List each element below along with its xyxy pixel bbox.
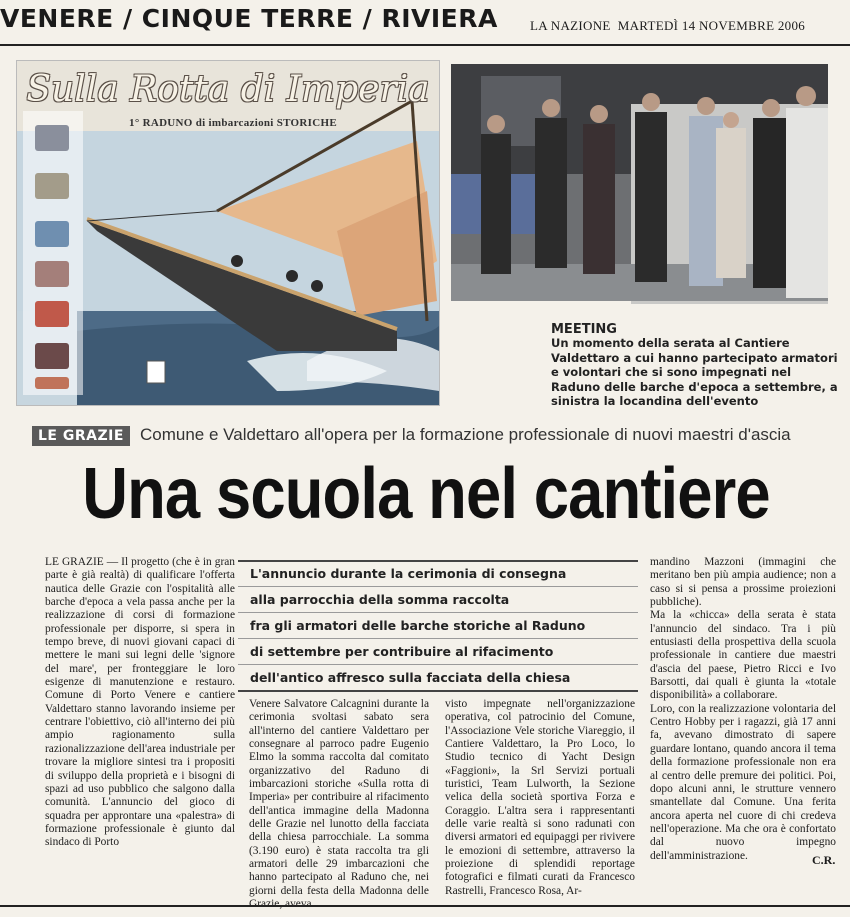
article-column-1 (45, 556, 235, 850)
sponsor-logo (35, 301, 69, 327)
header-rule (0, 44, 850, 46)
poster-subtitle: 1° RADUNO di imbarcazioni STORICHE (129, 117, 337, 129)
headline: Una scuola nel cantiere (82, 454, 770, 534)
pull-quote-rule (238, 586, 638, 587)
pull-quote-line: dell'antico affresco sulla facciata della chiesa (250, 670, 571, 685)
article-paragraph: mandino Mazzoni (immagini che meritano ben più ampia audience; non a caso si si pensa a prossime proiezioni pubbliche). (650, 556, 836, 609)
sponsor-logo (35, 377, 69, 389)
article-paragraph: Ma la «chicca» della serata è stata l'annuncio del sindaco. Tra i più entusiasti della prospettiva della scuola professionale in cantiere due maestri d'ascia del paese, Pietro Ricci e Ivo Barsotti, dai quali è giunta la «totale disponibilità» a collaborare. (650, 609, 836, 702)
pull-quote-rule (238, 638, 638, 639)
municipality-logo (35, 125, 69, 151)
pull-quote-rule (238, 560, 638, 562)
newspaper-dateline (530, 18, 805, 34)
pull-quote-rule (238, 664, 638, 665)
newspaper-name: LA NAZIONE (530, 18, 611, 33)
article-column-4 (650, 556, 836, 863)
issue-date: MARTEDÌ 14 NOVEMBRE 2006 (617, 18, 806, 33)
article-paragraph: visto impegnate nell'organizzazione operativa, col patrocinio del Comune, l'Associazione Vele storiche Viareggio, il Cantiere Valdettaro, la Pro Loco, lo Studio tecnico di Yacht Design «Faggioni», la Srl Servizi portuali turistici, Team Lulworth, la Sezione velica della società sportiva Forza e Coraggio. L'altra sera i rappresentanti delle varie realtà si sono radunati con diversi armatori ed equipaggi per rivivere le emozioni di settembre, attraverso la proiezione di splendidi reportage fotografici e filmati curati da Francesco Rastrelli, Francesco Rosa, Ar- (445, 698, 635, 897)
article-paragraph: Loro, con la realizzazione volontaria del Centro Hobby per i ragazzi, già 17 anni fa, avevano dimostrato di sapere guardare lontano, quando ancora il tema della formazione professionale non era al centro delle premure dei politici. Poi, dopo alcuni anni, le strutture vennero smantellate dal Comune. Una ferita ancora aperta nel cuore di chi credeva nell'operazione. Ma che ora è confortato dal nuovo impegno dell'amministrazione. (650, 702, 836, 862)
bottom-rule (0, 905, 850, 907)
poster-title: Sulla Rotta di Imperia (26, 69, 430, 110)
pull-quote (238, 560, 638, 692)
pull-quote-line: di settembre per contribuire al rifacimento (250, 644, 554, 659)
article-column-3 (445, 698, 635, 898)
caption-heading: MEETING (551, 322, 617, 337)
pull-quote-line: fra gli armatori delle barche storiche al Raduno (250, 618, 586, 633)
pull-quote-line: L'annuncio durante la cerimonia di consegna (250, 566, 567, 581)
photo-illustration (451, 64, 828, 301)
pull-quote-rule (238, 612, 638, 613)
kicker-label: LE GRAZIE (32, 426, 130, 446)
event-poster (16, 60, 440, 406)
sponsor-logo (35, 343, 69, 369)
pull-quote-line: alla parrocchia della somma raccolta (250, 592, 510, 607)
meeting-photo (451, 64, 828, 301)
sponsor-logo (35, 173, 69, 199)
pull-quote-rule (238, 690, 638, 692)
article-paragraph: LE GRAZIE — Il progetto (che è in gran parte è già realtà) di qualificare l'offerta nautica delle Grazie con l'ospitalità alle barche d'epoca a vela passa anche per la realizzazione di corsi di formazione professionale per disporre, si spera in tempo breve, di nuovi giovani capaci di mettere le mani sui legni delle 'signore del mare', per fronteggiare le loro esigenze di manutenzione e restauro. Comune di Porto Venere e cantiere Valdettaro stanno lavorando insieme per centrare l'obiettivo, ciò all'interno dei più ampio ragionamento sulla razionalizzazione dell'area industriale per trovare la migliore sintesi tra i propositi di sviluppo della proprietà e i bisogni di spazi ad uso pubblico che salgono dalla comunità. L'annuncio del gioco di squadra per approntare una «palestra» di formazione professionale è giunto dal sindaco di Porto (45, 556, 235, 849)
author-signature: C.R. (812, 853, 836, 867)
article-column-2 (249, 698, 429, 912)
kicker-text: Comune e Valdettaro all'opera per la formazione professionale di nuovi maestri d'ascia (140, 425, 791, 444)
article-paragraph: Venere Salvatore Calcagnini durante la cerimonia svoltasi sabato sera all'interno del cantiere Valdettaro per consegnare al parroco padre Eugenio Elmo la somma raccolta dal comitato organizzativo del Raduno di imbarcazioni storiche «Sulla rotta di Imperia» per contribuire al rifacimento dell'antica immagine della Madonna delle Grazie nel lunotto della facciata della chiesa parrocchiale. La somma (3.190 euro) è stata raccolta tra gli armatori delle 29 imbarcazioni che hanno partecipato al Raduno che, nei giorni della festa della Madonna delle (249, 698, 429, 897)
sponsor-logo-column (23, 111, 83, 395)
sponsor-logo (35, 261, 69, 287)
caption-text: Un momento della serata al Cantiere Valdettaro a cui hanno partecipato armatori e volontari che si sono impegnati nel Raduno delle barche d'epoca a settembre, a sinistra la locandina dell'evento (551, 336, 838, 409)
sponsor-logo (35, 221, 69, 247)
section-header: VENERE / CINQUE TERRE / RIVIERA (0, 4, 498, 33)
